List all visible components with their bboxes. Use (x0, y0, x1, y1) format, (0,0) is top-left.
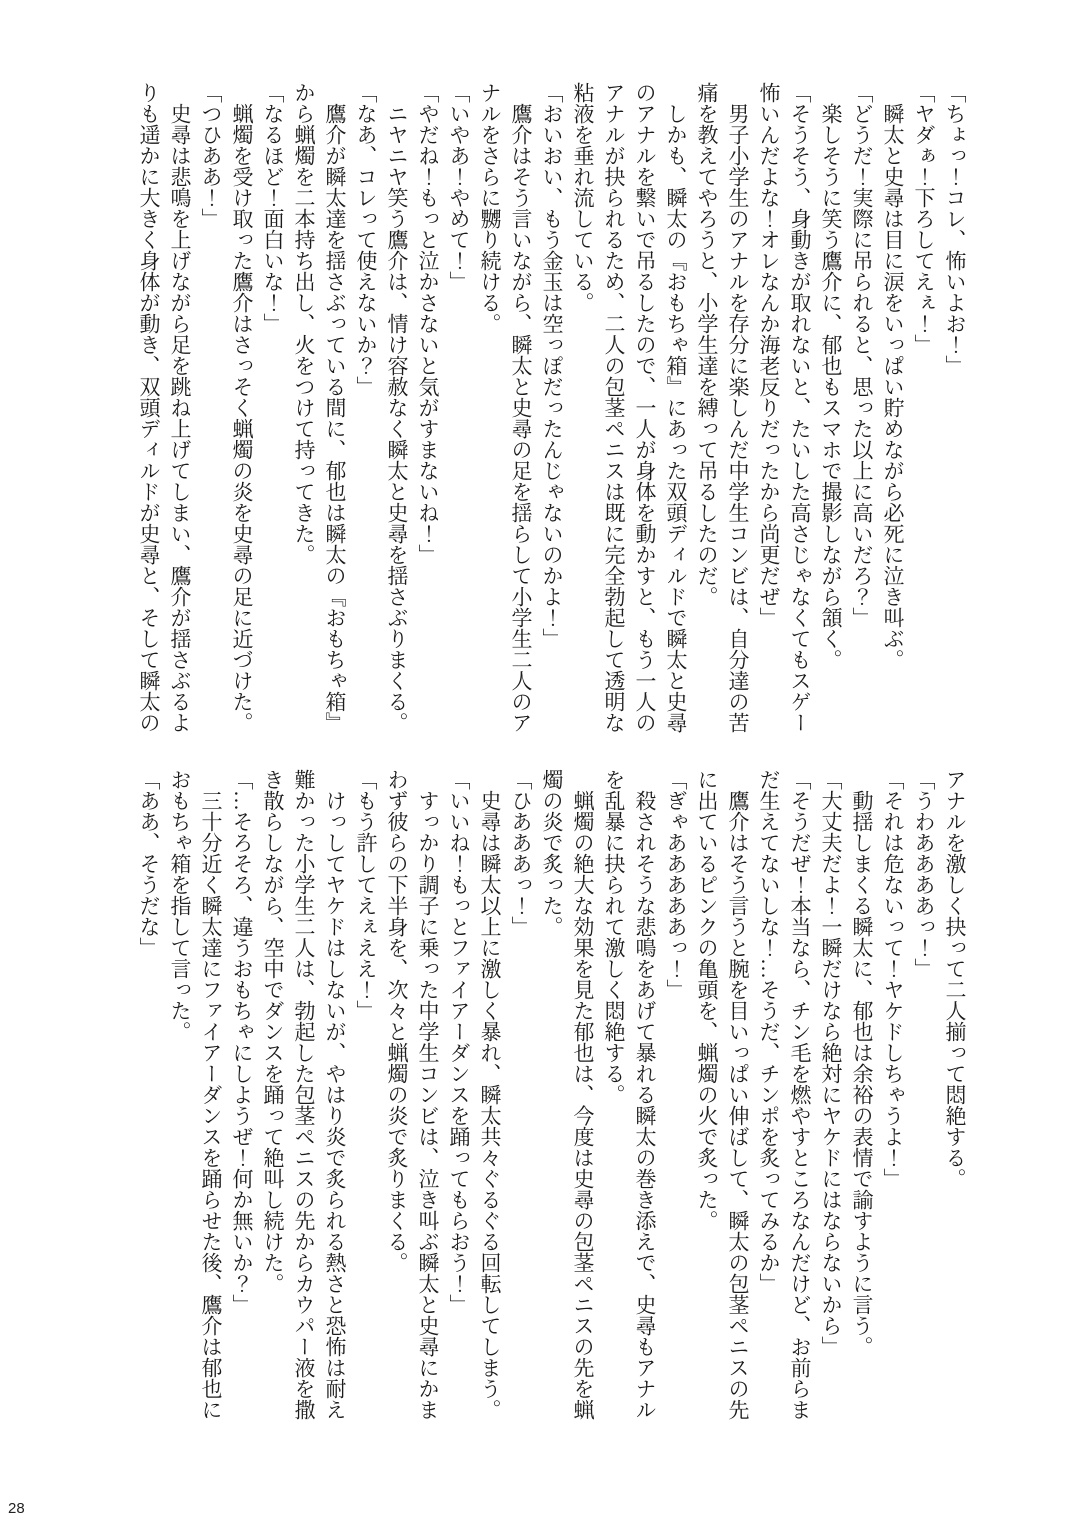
paragraph: けっしてヤケドはしないが、やはり炎で炙られる熱さと恐怖は耐え難かった小学生二人は、勃起した包茎ペニスの先からカウパー液を撒き散らしながら、空中でダンスを踊って絶叫し続けた。 (261, 769, 347, 1420)
paragraph: アナルを激しく抉って二人揃って悶絶する。 (943, 769, 967, 1189)
paragraph: 動揺しまくる瞬太に、郁也は余裕の表情で諭すように言う。 (850, 790, 874, 1357)
paragraph: 男子小学生のアナルを存分に楽しんだ中学生コンビは、自分達の苦痛を教えてやろうと、小学生達を縛って吊るしたのだ。 (695, 82, 750, 733)
paragraph: すっかり調子に乗った中学生コンビは、泣き叫ぶ瞬太と史尋にかまわず彼らの下半身を、次々と蝋燭の炎で炙りまくる。 (385, 769, 440, 1420)
paragraph: 「ちょっ！コレ、怖いよお！」 (943, 82, 967, 376)
paragraph: 殺されそうな悲鳴をあげて暴れる瞬太の巻き添えで、史尋もアナルを乱暴に抉られて激しく悶絶する。 (602, 769, 657, 1420)
paragraph: 「やだね！もっと泣かさないと気がすまないね！」 (416, 82, 440, 565)
paragraph: 三十分近く瞬太達にファイアーダンスを踊らせた後、鷹介は郁也におもちゃ箱を指して言った。 (168, 769, 223, 1420)
paragraph: 鷹介はそう言いながら、瞬太と史尋の足を揺らして小学生二人のアナルをさらに嬲り続ける。 (478, 82, 533, 733)
paragraph: 蝋燭を受け取った鷹介はさっそく蝋燭の炎を史尋の足に近づけた。 (230, 103, 254, 733)
paragraph: 「ひあああっ！」 (509, 769, 533, 937)
paragraph: 「うわああああっ！」 (912, 769, 936, 979)
paragraph: 「なあ、コレって使えないか？」 (354, 82, 378, 397)
paragraph: 「ぎゃあああああっ！」 (664, 769, 688, 1000)
paragraph: 楽しそうに笑う鷹介に、郁也もスマホで撮影しながら頷く。 (819, 103, 843, 670)
text-block-bottom (90, 769, 970, 1423)
paragraph: 「ヤダぁ！下ろしてえぇ！」 (912, 82, 936, 355)
text-block-top (90, 82, 970, 736)
paragraph: 「そうそう、身動きが取れないと、たいした高さじゃなくてもスゲー怖いんだよな！オレなんか海老反りだったから尚更だぜ」 (757, 82, 812, 733)
paragraph: 「大丈夫だよ！一瞬だけなら絶対にヤケドにはならないから」 (819, 769, 843, 1357)
paragraph: 史尋は悲鳴を上げながら足を跳ね上げてしまい、鷹介が揺さぶるよりも遥かに大きく身体が動き、双頭ディルドが史尋と、そして瞬太の (137, 82, 192, 733)
paragraph: 「…そろそろ、違うおもちゃにしようぜ！何か無いか？」 (230, 769, 254, 1315)
paragraph: 「おいおい、もう金玉は空っぽだったんじゃないのかよ！」 (540, 82, 564, 649)
paragraph: 鷹介はそう言うと腕を目いっぱい伸ばして、瞬太の包茎ペニスの先に出ているピンクの亀頭を、蝋燭の火で炙った。 (695, 769, 750, 1420)
paragraph: 史尋は瞬太以上に激しく暴れ、瞬太共々ぐるぐる回転してしまう。 (478, 790, 502, 1420)
paragraph: 「ああ、そうだな」 (137, 769, 161, 958)
paragraph: 「どうだ！実際に吊られると、思った以上に高いだろ？」 (850, 82, 874, 628)
paragraph: 「そうだぜ！本当なら、チン毛を燃やすところなんだけど、お前らまだ生えてないしな！…そうだ、チンポを炙ってみるか」 (757, 769, 812, 1420)
paragraph: 「つひああ！」 (199, 82, 223, 229)
paragraph: 「なるほど！面白いな！」 (261, 82, 285, 334)
paragraph: しかも、瞬太の『おもちゃ箱』にあった双頭ディルドで瞬太と史尋のアナルを繋いで吊るしたので、一人が身体を動かすと、もう一人のアナルが抉られるため、二人の包茎ペニスは既に完全勃起して透明な粘液を垂れ流している。 (571, 82, 688, 733)
paragraph: 鷹介が瞬太達を揺さぶっている間に、郁也は瞬太の『おもちゃ箱』から蝋燭を二本持ち出し、火をつけて持ってきた。 (292, 82, 347, 733)
paragraph: 「それは危ないって！ヤケドしちゃうよ！」 (881, 769, 905, 1189)
paragraph: 瞬太と史尋は目に涙をいっぱい貯めながら必死に泣き叫ぶ。 (881, 103, 905, 670)
paragraph: 蝋燭の絶大な効果を見た郁也は、今度は史尋の包茎ペニスの先を蝋燭の炎で炙った。 (540, 769, 595, 1420)
paragraph: 「もう許してえぇええ！」 (354, 769, 378, 1021)
paragraph: 「いいね！もっとファイアーダンスを踊ってもらおう！」 (447, 769, 471, 1315)
paragraph: 「いやあ！やめて！」 (447, 82, 471, 292)
page-number: 28 (8, 1500, 25, 1517)
paragraph: ニヤニヤ笑う鷹介は、情け容赦なく瞬太と史尋を揺さぶりまくる。 (385, 103, 409, 733)
